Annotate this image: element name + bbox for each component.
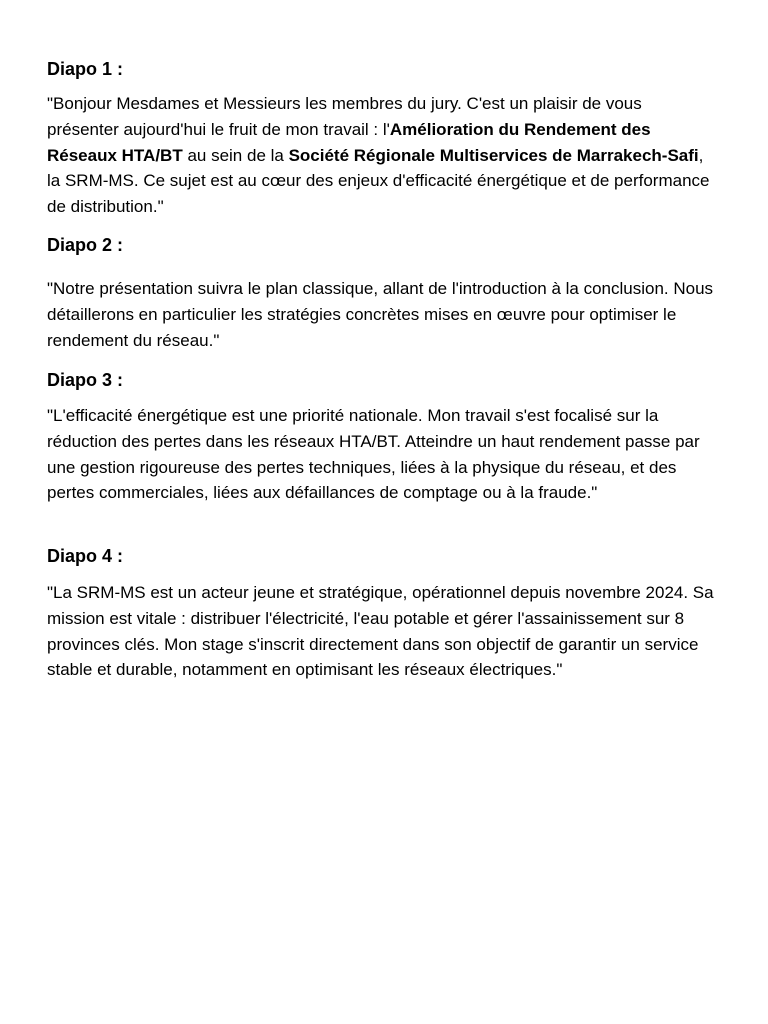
slide-2-text-1: "Notre présentation suivra le plan classique, allant de l'introduction à la conclusion. Nous détaillerons en particulier les stratégies concrètes mises en œuvre pour optimiser le rendement du réseau." bbox=[47, 279, 714, 350]
slide-3-text-1: "L'efficacité énergétique est une priorité nationale. Mon travail s'est focalisé sur la réduction des pertes dans les réseaux HTA/BT. Atteindre un haut rendement passe par une gestion rigoureuse des pertes techniques, liées à la physique du réseau, et des pertes commerciales, liées aux défaillances de comptage ou à la fraude." bbox=[47, 406, 700, 503]
slide-2-heading: Diapo 2 : bbox=[47, 235, 124, 255]
slide-1-heading: Diapo 1 : bbox=[47, 59, 124, 79]
slide-4-text-1: "La SRM-MS est un acteur jeune et stratégique, opérationnel depuis novembre 2024. Sa mission est vitale : distribuer l'électricité, l'eau potable et gérer l'assainissement sur 8 provinces clés. Mon stage s'inscrit directement dans son objectif de garantir un service stable et durable, notamment en optimisant les réseaux électriques." bbox=[47, 583, 714, 680]
slide-1-bold-company: Société Régionale Multiservices de Marrakech-Safi bbox=[288, 145, 699, 165]
slide-1-text-2: au sein de la bbox=[182, 145, 289, 165]
slide-1-text-3: , la SRM-MS. Ce sujet est au cœur des enjeux d'efficacité énergétique et de performance de distribution." bbox=[47, 145, 710, 217]
slide-1-text-1: "Bonjour Mesdames et Messieurs les membres du jury. C'est un plaisir de vous présenter aujourd'hui le fruit de mon travail : l' bbox=[47, 94, 642, 139]
slide-4-paragraph bbox=[47, 580, 717, 683]
slide-2-paragraph bbox=[47, 276, 717, 353]
slide-4-heading: Diapo 4 : bbox=[47, 546, 124, 566]
slide-1-bold-topic: Amélioration du Rendement des Réseaux HTA/BT bbox=[47, 119, 651, 165]
slide-1-paragraph bbox=[47, 91, 717, 220]
slide-3-heading: Diapo 3 : bbox=[47, 370, 124, 390]
slide-3-paragraph bbox=[47, 403, 717, 506]
